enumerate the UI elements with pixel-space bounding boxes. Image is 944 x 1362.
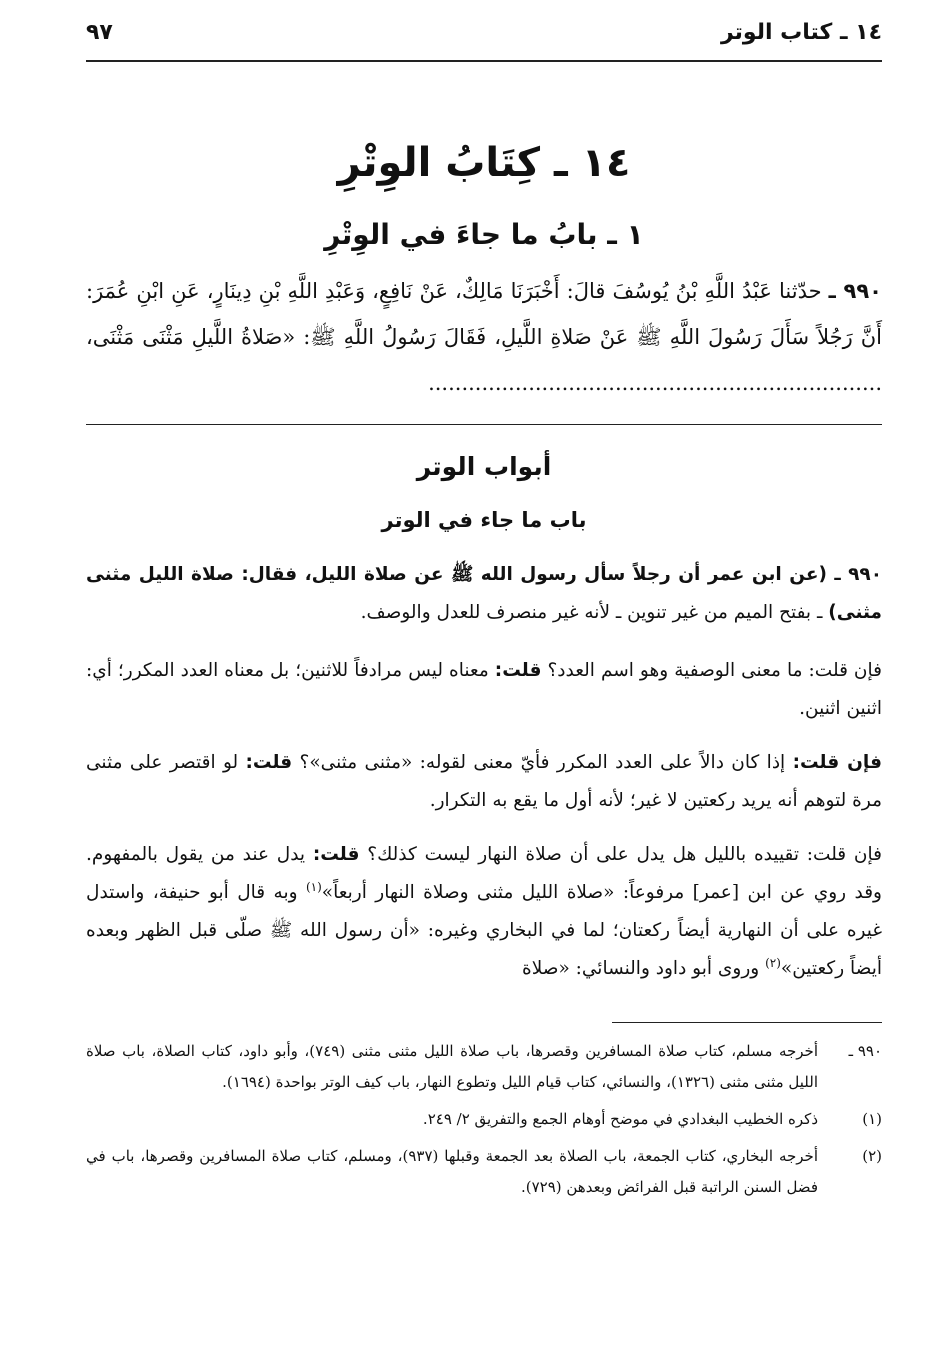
- hadith-number: ٩٩٠ ـ: [828, 279, 882, 303]
- commentary-text: إذا كان دالاً على العدد المكرر فأيّ معنى لقوله: «مثنى مثنى»؟: [292, 752, 793, 773]
- footnote-mark: ٩٩٠ ـ: [848, 1042, 882, 1060]
- section-rule: [86, 424, 882, 425]
- qulta-label: قلت:: [494, 660, 542, 681]
- ellipsis: ....................................................................: [428, 371, 882, 395]
- commentary-paragraph-2: [86, 652, 882, 728]
- commentary-title: أبواب الوتر: [416, 452, 552, 481]
- commentary-quote: ٩٩٠ ـ (عن ابن عمر أن رجلاً سأل رسول الله ﷺ عن صلاة الليل، فقال: صلاة الليل مثنى مثنى): [86, 564, 882, 623]
- commentary-paragraph-1: [86, 556, 882, 632]
- footnote: [86, 1141, 882, 1203]
- qulta-label: قلت:: [312, 844, 360, 865]
- footnote: [86, 1104, 882, 1135]
- footnote-text: أخرجه مسلم، كتاب صلاة المسافرين وقصرها، باب صلاة الليل مثنى مثنى (٧٤٩)، وأبو داود، كتاب الصلاة، باب صلاة الليل مثنى مثنى (١٣٢٦)، والنسائي، كتاب قيام الليل وتطوع النهار، باب كيف الوتر بواحدة (١٦٩٤).: [86, 1042, 819, 1091]
- header-rule: [86, 60, 882, 62]
- footnote-ref[interactable]: (١): [305, 879, 322, 894]
- commentary-text: وروى أبو داود والنسائي: «صلاة: [522, 958, 766, 979]
- footnote-mark: (١): [862, 1110, 882, 1128]
- footnote-mark: (٢): [862, 1147, 882, 1165]
- commentary-text: معناه ليس مرادفاً للاثنين؛ بل معناه العدد المكرر؛ أي: اثنين اثنين.: [86, 660, 882, 719]
- commentary-text: لو اقتصر على مثنى مرة لتوهم أنه يريد ركعتين لا غير؛ لأنه أول ما يقع به التكرار.: [86, 752, 882, 811]
- chapter-title: ١ ـ بابُ ما جاءَ في الوِتْرِ: [324, 218, 644, 251]
- hadith-text: حدّثنا عَبْدُ اللَّهِ بْنُ يُوسُفَ قالَ: أَخْبَرَنَا مَالِكٌ، عَنْ نَافِعٍ، وَعَبْدِ اللَّهِ بْنِ دِينَارٍ، عَنِ ابْنِ عُمَرَ: أَنَّ رَجُلاً سَأَلَ رَسُولَ اللَّهِ ﷺ عَنْ صَلاةِ اللَّيلِ، فَقَالَ رَسُولُ اللَّهِ ﷺ: «صَلاةُ اللَّيلِ مَثْنَى مَثْنَى،: [86, 279, 882, 349]
- footnote: [86, 1036, 882, 1098]
- hadith-matn: [86, 268, 882, 406]
- commentary-text: فإن قلت: تقييده بالليل هل يدل على أن صلاة النهار ليست كذلك؟: [359, 844, 882, 865]
- page-number: ٩٧: [86, 20, 113, 45]
- commentary-subtitle: باب ما جاء في الوتر: [381, 508, 587, 532]
- commentary-paragraph-3: [86, 744, 882, 820]
- in-qulta-label: فإن قلت:: [792, 752, 882, 773]
- running-title: ١٤ ـ كتاب الوتر: [720, 20, 882, 45]
- footnote-text: ذكره الخطيب البغدادي في موضح أوهام الجمع والتفريق ٢/ ٢٤٩.: [422, 1110, 818, 1128]
- commentary-paragraph-4: [86, 836, 882, 988]
- qulta-label: قلت:: [245, 752, 293, 773]
- commentary-text: ـ بفتح الميم من غير تنوين ـ لأنه غير منصرف للعدل والوصف.: [360, 602, 829, 623]
- commentary-text: وبه قال أبو حنيفة، واستدل غيره على أن النهارية أيضاً ركعتان؛ لما في البخاري وغيره: «أن رسول الله ﷺ صلّى قبل الظهر وبعده أيضاً ركعتين»: [86, 882, 882, 979]
- footnotes: [86, 1036, 882, 1209]
- commentary-text: فإن قلت: ما معنى الوصفية وهو اسم العدد؟: [541, 660, 883, 681]
- footnote-text: أخرجه البخاري، كتاب الجمعة، باب الصلاة بعد الجمعة وقبلها (٩٣٧)، ومسلم، كتاب صلاة المسافرين وقصرها، باب في فضل السنن الراتبة قبل الفرائض وبعدهن (٧٢٩).: [86, 1147, 818, 1196]
- commentary-text: يدل عند من يقول بالمفهوم. وقد روي عن ابن [عمر] مرفوعاً: «صلاة الليل مثنى وصلاة النهار أربعاً»: [86, 844, 882, 903]
- running-header: [86, 18, 882, 52]
- footnote-rule: [612, 1022, 882, 1023]
- footnote-ref[interactable]: (٢): [765, 955, 781, 970]
- book-title: ١٤ ـ كِتَابُ الوِتْرِ: [337, 140, 631, 186]
